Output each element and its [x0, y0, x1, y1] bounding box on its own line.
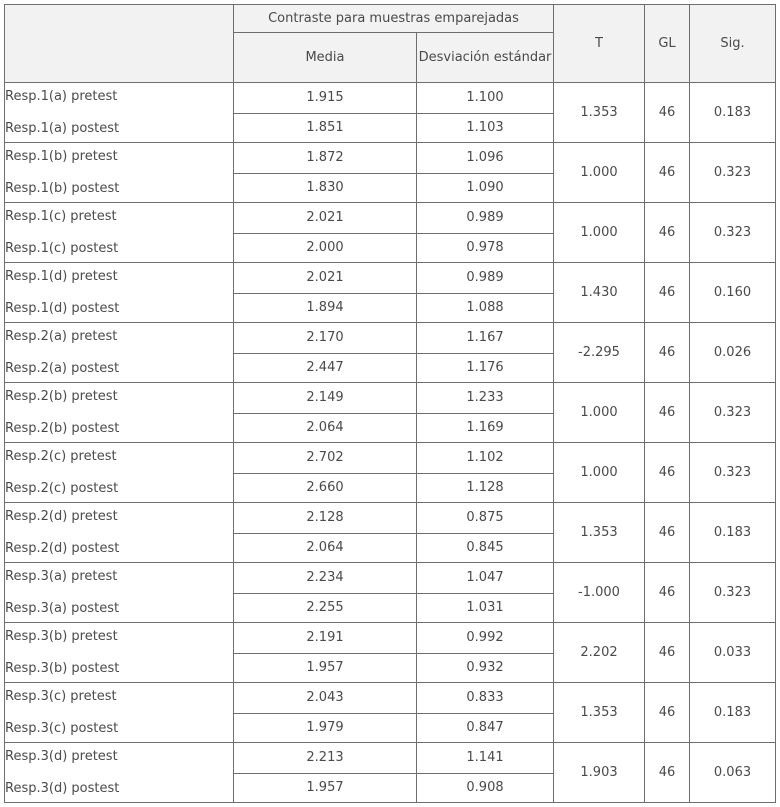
pretest-label: Resp.3(b) pretest — [5, 629, 118, 644]
postest-mean: 1.851 — [234, 114, 417, 143]
sig-value: 0.323 — [690, 563, 776, 623]
postest-label: Resp.3(a) postest — [5, 601, 120, 616]
variable-pair-cell — [5, 503, 234, 563]
variable-pair-cell — [5, 383, 234, 443]
t-value: 1.000 — [554, 203, 645, 263]
postest-label: Resp.3(b) postest — [5, 661, 120, 676]
variable-pair-cell — [5, 623, 234, 683]
gl-value: 46 — [645, 743, 690, 803]
postest-sd: 1.176 — [417, 354, 554, 383]
postest-label: Resp.1(c) postest — [5, 241, 119, 256]
header-mean: Media — [234, 33, 417, 83]
postest-sd: 0.847 — [417, 714, 554, 743]
t-value: 1.000 — [554, 143, 645, 203]
sig-value: 0.033 — [690, 623, 776, 683]
postest-label: Resp.1(a) postest — [5, 121, 120, 136]
postest-sd: 1.103 — [417, 114, 554, 143]
postest-mean: 2.064 — [234, 414, 417, 443]
postest-mean: 1.894 — [234, 294, 417, 323]
table-row — [5, 263, 776, 294]
gl-value: 46 — [645, 383, 690, 443]
variable-pair-cell — [5, 263, 234, 323]
t-value: -1.000 — [554, 563, 645, 623]
pretest-label: Resp.2(b) pretest — [5, 389, 118, 404]
sig-value: 0.183 — [690, 683, 776, 743]
t-value: 1.430 — [554, 263, 645, 323]
variable-pair-cell — [5, 743, 234, 803]
postest-label: Resp.3(d) postest — [5, 781, 120, 796]
pretest-mean: 2.213 — [234, 743, 417, 774]
gl-value: 46 — [645, 143, 690, 203]
pretest-sd: 1.096 — [417, 143, 554, 174]
paired-samples-table — [4, 4, 776, 803]
pretest-sd: 1.233 — [417, 383, 554, 414]
postest-label: Resp.1(b) postest — [5, 181, 120, 196]
table-body — [5, 83, 776, 803]
postest-mean: 1.979 — [234, 714, 417, 743]
header-gl: GL — [645, 5, 690, 83]
gl-value: 46 — [645, 563, 690, 623]
pretest-sd: 1.100 — [417, 83, 554, 114]
sig-value: 0.063 — [690, 743, 776, 803]
postest-sd: 0.908 — [417, 774, 554, 803]
variable-pair-cell — [5, 323, 234, 383]
variable-pair-cell — [5, 143, 234, 203]
postest-sd: 0.932 — [417, 654, 554, 683]
postest-mean: 2.660 — [234, 474, 417, 503]
gl-value: 46 — [645, 323, 690, 383]
postest-label: Resp.2(a) postest — [5, 361, 120, 376]
table-row — [5, 203, 776, 234]
t-value: 1.903 — [554, 743, 645, 803]
gl-value: 46 — [645, 203, 690, 263]
postest-label: Resp.2(b) postest — [5, 421, 120, 436]
postest-sd: 1.090 — [417, 174, 554, 203]
table-row — [5, 383, 776, 414]
pretest-sd: 0.875 — [417, 503, 554, 534]
header-sd: Desviación estándar — [417, 33, 554, 83]
postest-label: Resp.2(c) postest — [5, 481, 119, 496]
postest-mean: 1.957 — [234, 774, 417, 803]
pretest-label: Resp.2(a) pretest — [5, 329, 118, 344]
table-row — [5, 83, 776, 114]
header-group-paired-contrast: Contraste para muestras emparejadas — [234, 5, 554, 33]
pretest-mean: 2.021 — [234, 263, 417, 294]
postest-sd: 0.978 — [417, 234, 554, 263]
postest-sd: 1.031 — [417, 594, 554, 623]
gl-value: 46 — [645, 263, 690, 323]
sig-value: 0.323 — [690, 203, 776, 263]
postest-label: Resp.3(c) postest — [5, 721, 119, 736]
t-value: 1.353 — [554, 83, 645, 143]
pretest-mean: 2.043 — [234, 683, 417, 714]
gl-value: 46 — [645, 83, 690, 143]
table-row — [5, 143, 776, 174]
pretest-label: Resp.3(d) pretest — [5, 749, 118, 764]
variable-pair-cell — [5, 683, 234, 743]
pretest-mean: 2.234 — [234, 563, 417, 594]
pretest-mean: 2.021 — [234, 203, 417, 234]
pretest-sd: 1.047 — [417, 563, 554, 594]
postest-label: Resp.2(d) postest — [5, 541, 120, 556]
pretest-label: Resp.1(c) pretest — [5, 209, 117, 224]
sig-value: 0.183 — [690, 83, 776, 143]
t-value: 1.000 — [554, 383, 645, 443]
pretest-label: Resp.2(d) pretest — [5, 509, 118, 524]
postest-mean: 2.064 — [234, 534, 417, 563]
table-row — [5, 443, 776, 474]
pretest-label: Resp.2(c) pretest — [5, 449, 117, 464]
variable-pair-cell — [5, 203, 234, 263]
postest-sd: 0.845 — [417, 534, 554, 563]
t-value: -2.295 — [554, 323, 645, 383]
postest-mean: 2.255 — [234, 594, 417, 623]
pretest-sd: 1.102 — [417, 443, 554, 474]
gl-value: 46 — [645, 623, 690, 683]
postest-mean: 1.957 — [234, 654, 417, 683]
pretest-label: Resp.3(c) pretest — [5, 689, 117, 704]
t-value: 1.353 — [554, 503, 645, 563]
variable-pair-cell — [5, 563, 234, 623]
pretest-sd: 0.992 — [417, 623, 554, 654]
pretest-mean: 2.191 — [234, 623, 417, 654]
pretest-label: Resp.1(b) pretest — [5, 149, 118, 164]
pretest-mean: 2.702 — [234, 443, 417, 474]
t-value: 2.202 — [554, 623, 645, 683]
sig-value: 0.323 — [690, 443, 776, 503]
table-row — [5, 503, 776, 534]
postest-sd: 1.088 — [417, 294, 554, 323]
pretest-sd: 1.141 — [417, 743, 554, 774]
pretest-mean: 2.128 — [234, 503, 417, 534]
sig-value: 0.026 — [690, 323, 776, 383]
variable-pair-cell — [5, 83, 234, 143]
gl-value: 46 — [645, 443, 690, 503]
table-row — [5, 623, 776, 654]
sig-value: 0.323 — [690, 383, 776, 443]
variable-pair-cell — [5, 443, 234, 503]
postest-sd: 1.169 — [417, 414, 554, 443]
pretest-sd: 1.167 — [417, 323, 554, 354]
pretest-sd: 0.989 — [417, 203, 554, 234]
table-row — [5, 323, 776, 354]
postest-mean: 2.447 — [234, 354, 417, 383]
gl-value: 46 — [645, 503, 690, 563]
postest-sd: 1.128 — [417, 474, 554, 503]
sig-value: 0.183 — [690, 503, 776, 563]
pretest-mean: 1.915 — [234, 83, 417, 114]
postest-mean: 1.830 — [234, 174, 417, 203]
postest-label: Resp.1(d) postest — [5, 301, 120, 316]
postest-mean: 2.000 — [234, 234, 417, 263]
pretest-mean: 2.170 — [234, 323, 417, 354]
header-blank-cell — [5, 5, 234, 83]
table-row — [5, 683, 776, 714]
pretest-label: Resp.3(a) pretest — [5, 569, 118, 584]
pretest-sd: 0.833 — [417, 683, 554, 714]
gl-value: 46 — [645, 683, 690, 743]
t-value: 1.353 — [554, 683, 645, 743]
header-t: T — [554, 5, 645, 83]
table-row — [5, 563, 776, 594]
t-value: 1.000 — [554, 443, 645, 503]
pretest-mean: 1.872 — [234, 143, 417, 174]
pretest-sd: 0.989 — [417, 263, 554, 294]
pretest-mean: 2.149 — [234, 383, 417, 414]
sig-value: 0.160 — [690, 263, 776, 323]
table-row — [5, 743, 776, 774]
pretest-label: Resp.1(a) pretest — [5, 89, 118, 104]
pretest-label: Resp.1(d) pretest — [5, 269, 118, 284]
header-sig: Sig. — [690, 5, 776, 83]
sig-value: 0.323 — [690, 143, 776, 203]
